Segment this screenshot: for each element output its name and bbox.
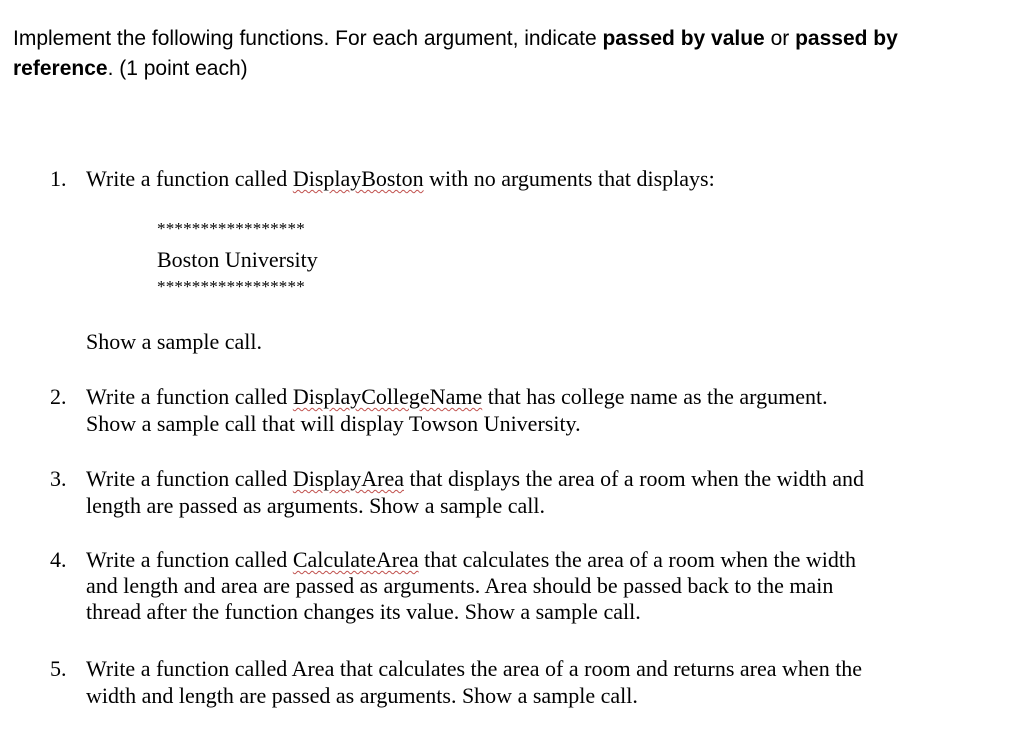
question-2-text-post: that has college name as the argument. [482, 384, 828, 409]
function-name-displaycollegename: DisplayCollegeName [292, 384, 483, 409]
question-4 [50, 547, 970, 625]
question-2 [50, 383, 970, 437]
question-5-line-1: Write a function called Area that calculates the area of a room and returns area when the [86, 656, 863, 681]
question-4-text-pre: Write a function called [86, 547, 293, 572]
question-5-number: 5. [50, 656, 67, 681]
question-2-line-2: Show a sample call that will display Towson University. [86, 411, 581, 436]
question-2-text-pre: Write a function called [86, 384, 293, 409]
question-2-number: 2. [50, 384, 67, 409]
function-name-displayarea: DisplayArea [292, 466, 404, 491]
passed-by-value-text: passed by value [602, 27, 765, 50]
question-1 [50, 165, 970, 192]
question-5-line-2: width and length are passed as arguments. Show a sample call. [86, 683, 638, 708]
question-1-text-post: with no arguments that displays: [423, 166, 715, 191]
question-1-sample-call: Show a sample call. [86, 329, 262, 354]
question-4-line-2: and length and area are passed as arguments. Area should be passed back to the main [86, 573, 834, 598]
question-4-number: 4. [50, 547, 67, 572]
question-3-text-pre: Write a function called [86, 466, 293, 491]
question-4-text-post: that calculates the area of a room when the width [418, 547, 857, 572]
question-1-text-pre: Write a function called [86, 166, 293, 191]
question-3-number: 3. [50, 466, 67, 491]
function-name-calculatearea: CalculateArea [292, 547, 419, 572]
question-3-line-2: length are passed as arguments. Show a sample call. [86, 493, 546, 518]
question-2-line-1 [86, 383, 970, 410]
instructions [13, 24, 1003, 84]
output-stars-bottom: ***************** [157, 277, 305, 296]
question-4-line-3: thread after the function changes its value. Show a sample call. [86, 599, 641, 624]
passed-by-reference-text: passed by reference [13, 27, 898, 80]
question-4-line-1 [86, 547, 970, 573]
instructions-text-2: or [764, 27, 796, 50]
output-stars-top: ***************** [157, 219, 305, 238]
question-5 [50, 655, 970, 709]
output-boston-university: Boston University [157, 247, 318, 272]
question-1-number: 1. [50, 166, 67, 191]
question-3 [50, 465, 970, 519]
instructions-text-3: . (1 point each) [107, 57, 248, 80]
function-name-displayboston: DisplayBoston [292, 166, 424, 191]
question-3-line-1 [86, 465, 970, 492]
question-3-text-post: that displays the area of a room when the width and [404, 466, 865, 491]
instructions-text-1: Implement the following functions. For each argument, indicate [13, 27, 603, 50]
